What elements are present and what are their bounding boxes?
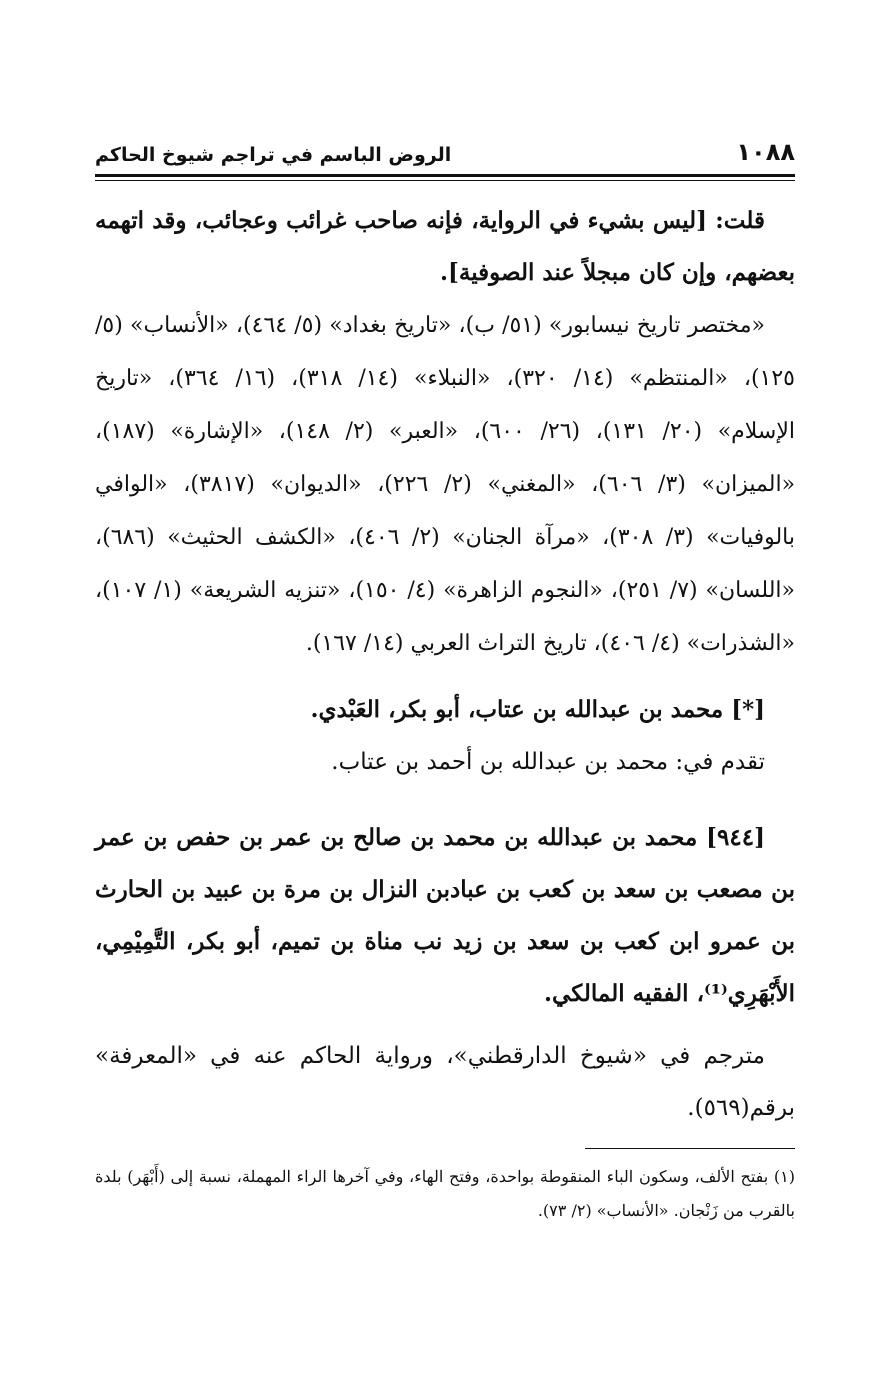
entry-star-heading: [*] محمد بن عبدالله بن عتاب، أبو بكر، العَبْدي. bbox=[310, 696, 765, 723]
author-comment: قلت: [ليس بشيء في الرواية، فإنه صاحب غرائب وعجائب، وقد اتهمه بعضهم، وإن كان مبجلاً عند الصوفية]. bbox=[95, 207, 795, 286]
header-rule-thick bbox=[95, 174, 795, 177]
entry-944-heading: [٩٤٤] محمد بن عبدالله بن محمد بن صالح بن عمر بن حفص بن عمر بن مصعب بن سعد بن كعب بن عبادبن النزال بن مرة بن عبيد بن الحارث بن عمرو ابن كعب بن سعد بن زيد نب مناة بن تميم، أبو بكر، التَّمِيْمِي، الأَبْهَرِي⁽¹⁾، الفقيه المالكي. bbox=[95, 824, 795, 1007]
footnote-separator bbox=[585, 1148, 795, 1149]
entry-944-note: مترجم في «شيوخ الدارقطني»، ورواية الحاكم عنه في «المعرفة» برقم(٥٦٩). bbox=[95, 1043, 795, 1121]
references-list: «مختصر تاريخ نيسابور» (٥١/ ب)، «تاريخ بغداد» (٥/ ٤٦٤)، «الأنساب» (٥/ ١٢٥)، «المنتظم» (١٤/ ٣٢٠)، «النبلاء» (١٤/ ٣١٨)، (١٦/ ٣٦٤)، «تاريخ الإسلام» (٢٠/ ١٣١)، (٢٦/ ٦٠٠)، «العبر» (٢/ ١٤٨)، «الإشارة» (١٨٧)، «الميزان» (٣/ ٦٠٦)، «المغني» (٢/ ٢٢٦)، «الديوان» (٣٨١٧)، «الوافي بالوفيات» (٣/ ٣٠٨)، «مرآة الجنان» (٢/ ٤٠٦)، «الكشف الحثيث» (٦٨٦)، «اللسان» (٧/ ٢٥١)، «النجوم الزاهرة» (٤/ ١٥٠)، «تنزيه الشريعة» (١/ ١٠٧)، «الشذرات» (٤/ ٤٠٦)، تاريخ التراث العربي (١٤/ ١٦٧). bbox=[95, 313, 796, 656]
spacer bbox=[95, 788, 795, 812]
page-header bbox=[95, 138, 795, 172]
footnote-1: (١) بفتح الألف، وسكون الباء المنقوطة بواحدة، وفتح الهاء، وفي آخرها الراء المهملة، نسبة إلى (أَبْهَر) بلدة بالقرب من زَنْجان. «الأنساب» (٢/ ٧٣). bbox=[95, 1167, 795, 1220]
running-title: الروض الباسم في تراجم شيوخ الحاكم bbox=[95, 144, 452, 166]
spacer bbox=[95, 670, 795, 684]
entry-star-note: تقدم في: محمد بن عبدالله بن أحمد بن عتاب. bbox=[331, 749, 765, 775]
header-rule-thin bbox=[95, 180, 795, 181]
page-number: ١٠٨٨ bbox=[736, 138, 795, 166]
page-body bbox=[95, 195, 795, 1134]
spacer bbox=[95, 1020, 795, 1030]
